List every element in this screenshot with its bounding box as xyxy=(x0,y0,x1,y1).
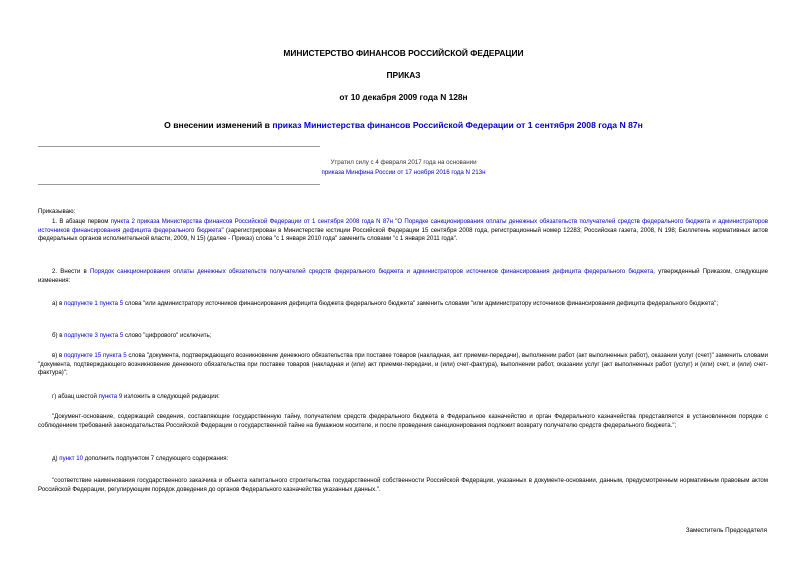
paragraph-d xyxy=(38,455,768,464)
divider-top xyxy=(38,146,320,147)
p2-link-procedure[interactable]: Порядок санкционирования оплаты денежных обязательств получателей средств федерального бюджета и администраторов источников финансирования дефицита федерального бюджета xyxy=(89,268,654,275)
status-note xyxy=(0,158,807,178)
paragraph-2 xyxy=(38,268,768,285)
pd-start: д) xyxy=(52,455,60,462)
p1-link-procedure[interactable]: О Порядке санкционирования оплаты денежных обязательств получателей средств федерального бюджета и администраторов источников финансирования дефицита федерального бюджета xyxy=(38,218,768,234)
pg-start: г) абзац шестой xyxy=(52,393,99,400)
doc-date-number: от 10 декабря 2009 года N 128н xyxy=(339,92,468,102)
pv-link[interactable]: подпункте 15 пункта 5 xyxy=(64,352,127,359)
p1-mid: " xyxy=(392,218,398,225)
pb-start: б) в xyxy=(52,332,65,339)
pv-end: слова "документа, подтверждающего возникновение денежного обязательства при поставке товаров (накладная, акт приемки-передачи), выполнении работ (акт выполненных работ), оказании услуг (счет)" заменить словами "документа, подтверждающего возникновение денежного обязательства при поставке товаров (накладная и (или) акт приемки-передачи, и (или) счет-фактура), выполнении работ, оказании услуг (акт выполненных работ (услуг) и (или) счет, и (или) счет-фактура)"; xyxy=(38,352,768,377)
pd-link[interactable]: пункт 10 xyxy=(59,455,83,462)
pa-link[interactable]: подпункте 1 пункта 5 xyxy=(64,300,124,307)
ministry-heading: МИНИСТЕРСТВО ФИНАНСОВ РОССИЙСКОЙ ФЕДЕРАЦИИ xyxy=(283,48,524,58)
status-note-link[interactable]: приказа Минфина России от 17 ноября 2016 года N 213н xyxy=(321,169,486,176)
subtitle-link[interactable]: приказ Министерства финансов Российской Федерации от 1 сентября 2008 года N 87н xyxy=(272,120,643,130)
quote-2: "соответствие наименования государственного заказчика и объекта капитального строительства государственной собственности Российской Федерации, указанных в документе-основании, данным, предусмотренным нормативным правовым актом Российской Федерации, регулирующим порядок доведения до органов Федерального казначейства указанных данных.". xyxy=(38,477,768,493)
pa-start: а) в xyxy=(52,300,65,307)
paragraph-b xyxy=(38,332,768,341)
doc-type-heading: ПРИКАЗ xyxy=(386,70,421,80)
paragraph-1 xyxy=(38,218,768,244)
doc-subtitle xyxy=(0,120,807,130)
p2-end: , утвержденный Приказом, следующие изменения: xyxy=(38,268,768,284)
quote-1: "Документ-основание, содержащий сведения, составляющие государственную тайну, получателем средств федерального бюджета в Федеральное казначейство и орган Федерального казначейства представляется в установленном порядке с соблюдением требований законодательства Российской Федерации о государственной тайне на бумажном носителе, и после проведения санкционирования подлежит возврату получателю средств федерального бюджета."; xyxy=(38,413,768,429)
subtitle-prefix: О внесении изменений в xyxy=(164,120,273,130)
paragraph-v xyxy=(38,352,768,378)
pg-link[interactable]: пункта 9 xyxy=(98,393,123,400)
pd-end: дополнить подпунктом 7 следующего содержания: xyxy=(83,455,229,462)
pv-start: в) в xyxy=(52,352,64,359)
pg-end: изложить в следующей редакции: xyxy=(122,393,220,400)
p1-end: " (зарегистрирован в Министерстве юстиции Российской Федерации 15 сентября 2008 года, регистрационный номер 12283; Российская газета, 2008, N 198; Бюллетень нормативных актов федеральных органов исполнительной власти, 2009, N 15) (далее - Приказ) слова "с 1 января 2010 года" заменить словами "с 1 января 2011 года". xyxy=(38,226,769,243)
p2-start: 2. Внести в xyxy=(52,268,90,275)
intro-text: Приказываю: xyxy=(38,208,76,215)
paragraph-a xyxy=(38,300,768,309)
p1-link-order[interactable]: пункта 2 приказа Министерства финансов Российской Федерации от 1 сентября 2008 года N 87н xyxy=(110,218,393,225)
status-note-line: Утратил силу с 4 февраля 2017 года на основании xyxy=(330,159,477,166)
divider-bottom xyxy=(38,184,320,185)
paragraph-g xyxy=(38,393,768,402)
pa-end: слова "или администратору источников финансирования дефицита бюджета федерального бюджета" заменить словами "или администратору источников финансирования дефицита федерального бюджета"; xyxy=(123,300,719,307)
p1-start: 1. В абзаце первом xyxy=(52,218,111,225)
pb-link[interactable]: подпункте 3 пункта 5 xyxy=(64,332,124,339)
signature-title: Заместитель Председателя xyxy=(685,527,767,534)
pb-end: слово "цифрового" исключить; xyxy=(123,332,212,339)
